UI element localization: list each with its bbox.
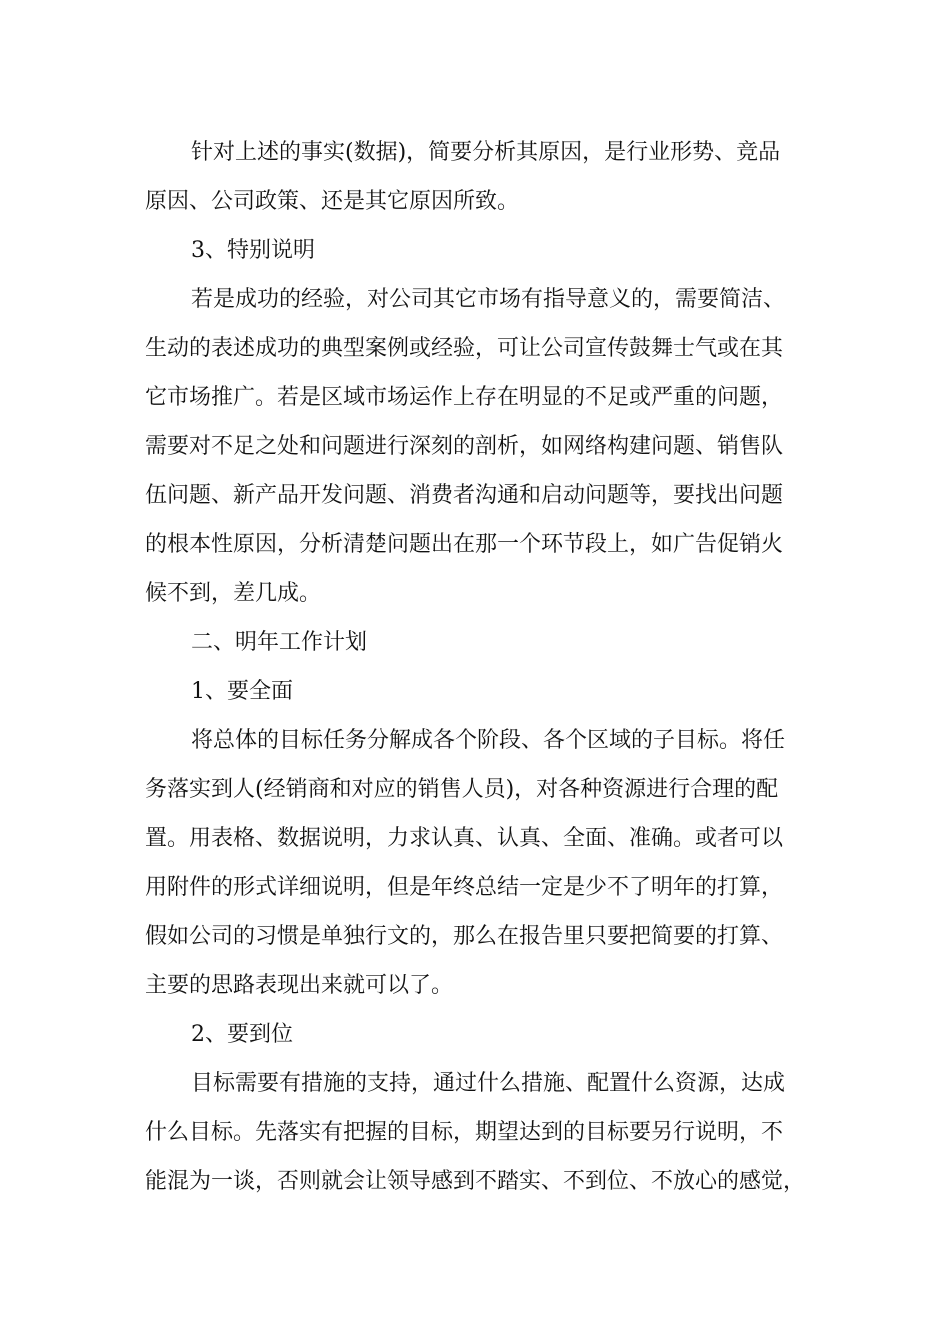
paragraph-line: 的根本性原因，分析清楚问题出在那一个环节段上，如广告促销火 bbox=[145, 532, 784, 557]
section-heading: 1、要全面 bbox=[191, 679, 293, 704]
section-heading: 3、特别说明 bbox=[191, 238, 315, 263]
paragraph-line: 务落实到人(经销商和对应的销售人员)，对各种资源进行合理的配 bbox=[145, 777, 779, 802]
paragraph-line: 目标需要有措施的支持，通过什么措施、配置什么资源，达成 bbox=[191, 1071, 786, 1096]
paragraph-line: 置。用表格、数据说明，力求认真、认真、全面、准确。或者可以 bbox=[145, 826, 784, 851]
paragraph-line: 原因、公司政策、还是其它原因所致。 bbox=[145, 189, 520, 214]
paragraph-line: 主要的思路表现出来就可以了。 bbox=[145, 973, 454, 998]
paragraph-line: 需要对不足之处和问题进行深刻的剖析，如网络构建问题、销售队 bbox=[145, 434, 784, 459]
paragraph-line: 伍问题、新产品开发问题、消费者沟通和启动问题等，要找出问题 bbox=[145, 483, 784, 508]
paragraph-line: 什么目标。先落实有把握的目标，期望达到的目标要另行说明，不 bbox=[145, 1120, 784, 1145]
paragraph-line: 将总体的目标任务分解成各个阶段、各个区域的子目标。将任 bbox=[191, 728, 786, 753]
paragraph-line: 若是成功的经验，对公司其它市场有指导意义的，需要简洁、 bbox=[191, 287, 786, 312]
paragraph-line: 用附件的形式详细说明，但是年终总结一定是少不了明年的打算， bbox=[145, 875, 784, 900]
paragraph-line: 它市场推广。若是区域市场运作上存在明显的不足或严重的问题， bbox=[145, 385, 784, 410]
paragraph-line: 针对上述的事实(数据)，简要分析其原因，是行业形势、竞品 bbox=[191, 140, 781, 165]
section-heading: 二、明年工作计划 bbox=[191, 630, 368, 655]
paragraph-line: 能混为一谈，否则就会让领导感到不踏实、不到位、不放心的感觉， bbox=[145, 1169, 806, 1194]
section-heading: 2、要到位 bbox=[191, 1022, 293, 1047]
paragraph-line: 假如公司的习惯是单独行文的，那么在报告里只要把简要的打算、 bbox=[145, 924, 784, 949]
paragraph-line: 候不到，差几成。 bbox=[145, 581, 322, 606]
document-body bbox=[145, 128, 810, 1206]
paragraph-line: 生动的表述成功的典型案例或经验，可让公司宣传鼓舞士气或在其 bbox=[145, 336, 784, 361]
